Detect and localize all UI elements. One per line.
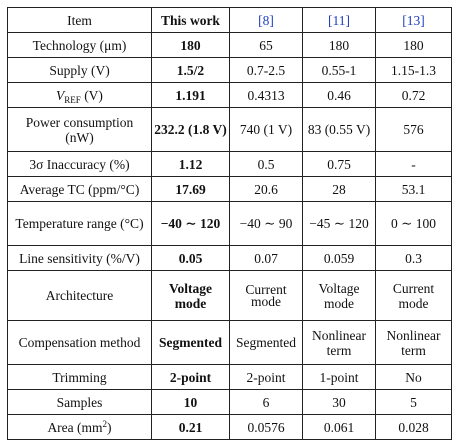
table-row bbox=[8, 108, 452, 152]
row-label: 3σ Inaccuracy (%) bbox=[8, 152, 152, 177]
header-ref-13: [13] bbox=[376, 8, 452, 33]
cell-this-work: 180 bbox=[152, 33, 230, 58]
comparison-table bbox=[7, 7, 452, 440]
table-row bbox=[8, 83, 452, 108]
cell-ref-11: 0.55-1 bbox=[303, 58, 376, 83]
cell-ref-8: 2-point bbox=[230, 365, 303, 390]
cell-ref-11: 0.46 bbox=[303, 83, 376, 108]
row-label: Compensation method bbox=[8, 321, 152, 365]
cell-ref-13: 0.3 bbox=[376, 246, 452, 271]
cell-ref-8: 6 bbox=[230, 390, 303, 415]
cell-ref-8: 20.6 bbox=[230, 177, 303, 202]
table-row bbox=[8, 365, 452, 390]
cell-ref-13: Nonlinear term bbox=[376, 321, 452, 365]
row-label-vref: $V_{REF}$ (V) bbox=[8, 83, 152, 108]
cell-ref-11: 28 bbox=[303, 177, 376, 202]
cell-this-work: −40 ∼ 120 bbox=[152, 202, 230, 246]
cell-this-work: 232.2 (1.8 V) bbox=[152, 108, 230, 152]
cell-ref-8: 65 bbox=[230, 33, 303, 58]
row-label: Supply (V) bbox=[8, 58, 152, 83]
table-row bbox=[8, 415, 452, 440]
cell-this-work: 10 bbox=[152, 390, 230, 415]
cell-ref-13: 53.1 bbox=[376, 177, 452, 202]
cell-ref-13: 0.72 bbox=[376, 83, 452, 108]
cell-ref-13: - bbox=[376, 152, 452, 177]
cell-ref-13: No bbox=[376, 365, 452, 390]
cell-ref-11: 0.061 bbox=[303, 415, 376, 440]
cell-ref-8: 0.5 bbox=[230, 152, 303, 177]
cell-this-work: Segmented bbox=[152, 321, 230, 365]
cell-this-work: 1.5/2 bbox=[152, 58, 230, 83]
cell-this-work: 0.21 bbox=[152, 415, 230, 440]
row-label: Average TC (ppm/°C) bbox=[8, 177, 152, 202]
row-label: Power consumption (nW) bbox=[8, 108, 152, 152]
cell-ref-8: Segmented bbox=[230, 321, 303, 365]
header-row bbox=[8, 8, 452, 33]
cell-this-work: 2-point bbox=[152, 365, 230, 390]
table-row bbox=[8, 390, 452, 415]
cell-ref-8: 0.0576 bbox=[230, 415, 303, 440]
cell-ref-11: 180 bbox=[303, 33, 376, 58]
header-this-work: This work bbox=[152, 8, 230, 33]
row-label: Architecture bbox=[8, 271, 152, 321]
table-row bbox=[8, 246, 452, 271]
cell-ref-13: Current mode bbox=[376, 271, 452, 321]
cell-ref-13: 5 bbox=[376, 390, 452, 415]
table-row bbox=[8, 202, 452, 246]
header-item: Item bbox=[8, 8, 152, 33]
cell-this-work: Voltage mode bbox=[152, 271, 230, 321]
cell-ref-8: 0.07 bbox=[230, 246, 303, 271]
cell-ref-13: 180 bbox=[376, 33, 452, 58]
cell-this-work: 1.12 bbox=[152, 152, 230, 177]
header-ref-8: [8] bbox=[230, 8, 303, 33]
table-row bbox=[8, 271, 452, 321]
cell-ref-8: Current mode bbox=[230, 271, 303, 321]
row-label: Technology (μm) bbox=[8, 33, 152, 58]
cell-ref-8: 740 (1 V) bbox=[230, 108, 303, 152]
cell-ref-8: −40 ∼ 90 bbox=[230, 202, 303, 246]
cell-ref-13: 1.15-1.3 bbox=[376, 58, 452, 83]
table-row bbox=[8, 177, 452, 202]
cell-ref-8: 0.4313 bbox=[230, 83, 303, 108]
row-label: Samples bbox=[8, 390, 152, 415]
cell-ref-11: 0.059 bbox=[303, 246, 376, 271]
cell-ref-11: 83 (0.55 V) bbox=[303, 108, 376, 152]
cell-this-work: 17.69 bbox=[152, 177, 230, 202]
cell-ref-11: 0.75 bbox=[303, 152, 376, 177]
table-row bbox=[8, 152, 452, 177]
cell-ref-11: 1-point bbox=[303, 365, 376, 390]
header-ref-11: [11] bbox=[303, 8, 376, 33]
cell-ref-11: Nonlinear term bbox=[303, 321, 376, 365]
row-label: Trimming bbox=[8, 365, 152, 390]
cell-ref-13: 0 ∼ 100 bbox=[376, 202, 452, 246]
row-label: Temperature range (°C) bbox=[8, 202, 152, 246]
cell-ref-11: −45 ∼ 120 bbox=[303, 202, 376, 246]
cell-ref-11: 30 bbox=[303, 390, 376, 415]
table-row bbox=[8, 58, 452, 83]
cell-this-work: 0.05 bbox=[152, 246, 230, 271]
table-row bbox=[8, 33, 452, 58]
cell-ref-11: Voltage mode bbox=[303, 271, 376, 321]
row-label: Line sensitivity (%/V) bbox=[8, 246, 152, 271]
table-row bbox=[8, 321, 452, 365]
row-label-area: Area $(mm^2)$ bbox=[8, 415, 152, 440]
comparison-table-container bbox=[7, 7, 452, 440]
cell-ref-13: 576 bbox=[376, 108, 452, 152]
cell-ref-8: 0.7-2.5 bbox=[230, 58, 303, 83]
cell-this-work: 1.191 bbox=[152, 83, 230, 108]
cell-ref-13: 0.028 bbox=[376, 415, 452, 440]
